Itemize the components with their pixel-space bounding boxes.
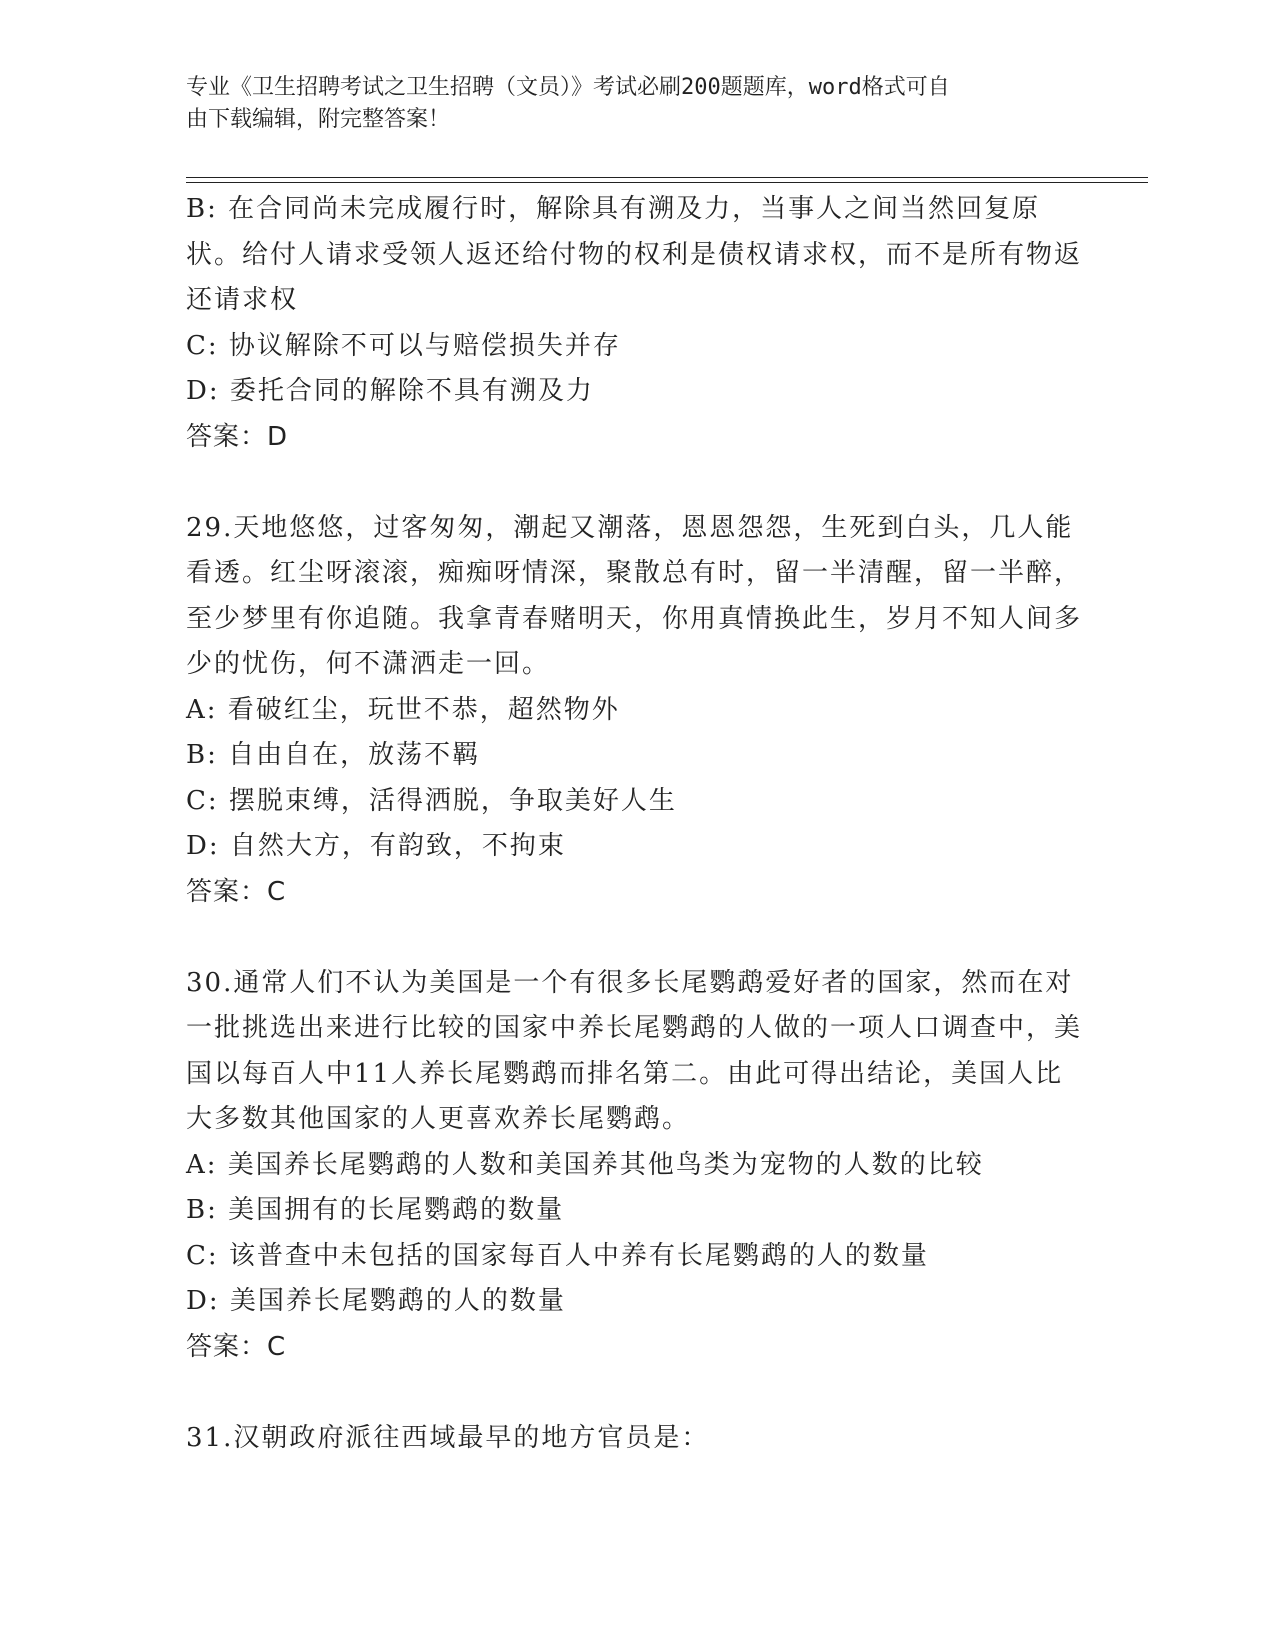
option-a: A: 看破红尘，玩世不恭，超然物外 (186, 694, 620, 725)
option-d: D: 自然大方，有韵致，不拘束 (186, 831, 566, 861)
question-30 (186, 961, 1086, 1371)
question-stem: 29.天地悠悠，过客匆匆，潮起又潮落，恩恩怨怨，生死到白头，几人能看透。红尘呀滚滚，痴痴呀情深，聚散总有时，留一半清醒，留一半醉，至少梦里有你追随。我拿青春赌明天，你用真情换此生，岁月不知人间多少的忧伤，何不潇洒走一回。 (186, 512, 1083, 679)
spacer (186, 460, 1086, 506)
document-header (186, 72, 1066, 136)
option-c: C: 该普查中未包括的国家每百人中养有长尾鹦鹉的人的数量 (186, 1240, 929, 1271)
option-b: B: 自由自在，放荡不羁 (186, 740, 481, 770)
header-title-line-1: 专业《卫生招聘考试之卫生招聘（文员）》考试必刷200题题库，word格式可自 (186, 75, 950, 100)
answer-line: 答案：C (186, 1331, 287, 1362)
option-d: D: 美国养长尾鹦鹉的人的数量 (186, 1286, 566, 1316)
option-b: B: 美国拥有的长尾鹦鹉的数量 (186, 1195, 565, 1225)
question-stem: 31.汉朝政府派往西域最早的地方官员是： (186, 1422, 710, 1453)
answer-line: 答案：C (186, 876, 287, 907)
question-29 (186, 506, 1086, 916)
question-28-tail (186, 187, 1086, 460)
option-b: B: 在合同尚未完成履行时，解除具有溯及力，当事人之间当然回复原状。给付人请求受领人返还给付物的权利是债权请求权，而不是所有物返还请求权 (186, 194, 1083, 315)
header-divider-top (186, 177, 1148, 178)
spacer (186, 915, 1086, 961)
question-31 (186, 1416, 1086, 1462)
option-c: C: 摆脱束缚，活得洒脱，争取美好人生 (186, 785, 677, 816)
option-d: D: 委托合同的解除不具有溯及力 (186, 376, 594, 406)
header-title-line-2: 由下载编辑，附完整答案！ (186, 107, 451, 132)
option-a: A: 美国养长尾鹦鹉的人数和美国养其他鸟类为宠物的人数的比较 (186, 1149, 984, 1180)
question-list (186, 187, 1086, 1461)
option-c: C: 协议解除不可以与赔偿损失并存 (186, 330, 621, 361)
question-stem: 30.通常人们不认为美国是一个有很多长尾鹦鹉爱好者的国家，然而在对一批挑选出来进行比较的国家中养长尾鹦鹉的人做的一项人口调查中，美国以每百人中11人养长尾鹦鹉而排名第二。由此可得出结论，美国人比大多数其他国家的人更喜欢养长尾鹦鹉。 (186, 967, 1083, 1134)
header-divider-bottom (186, 182, 1148, 183)
answer-line: 答案：D (186, 421, 289, 452)
spacer (186, 1370, 1086, 1416)
